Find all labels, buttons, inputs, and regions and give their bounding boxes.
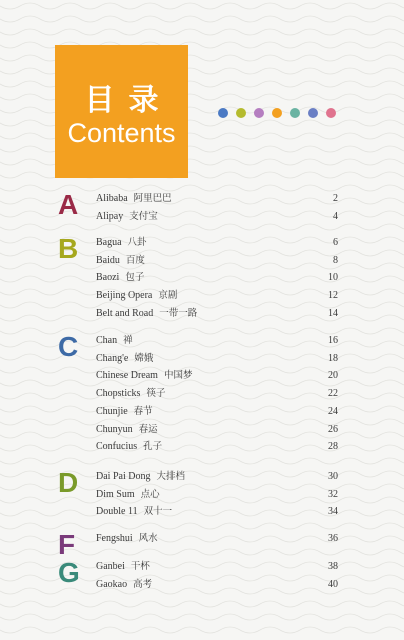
entry-english: Alipay [96,210,124,222]
entry-page-number: 18 [328,352,338,364]
entry-chinese: 嫦娥 [134,352,154,364]
contents-title-box [55,45,188,178]
section-letter: D [58,467,79,498]
toc-entry[interactable] [96,209,346,225]
entry-chinese: 禅 [123,335,133,346]
entry-chinese: 风水 [138,533,158,544]
dot-3 [254,108,264,118]
entry-english: Chan [96,335,118,346]
toc-entry[interactable] [96,386,346,402]
entry-english: Chunyun [96,423,133,435]
entry-page-number: 26 [328,423,338,435]
dot-2 [236,108,246,118]
entry-chinese: 孔子 [143,441,163,453]
section-letter: A [58,189,79,220]
entry-page-number: 32 [328,488,338,500]
toc-entry[interactable] [96,368,346,384]
toc-entry[interactable] [96,439,346,455]
entry-english: Baidu [96,254,120,266]
entry-chinese: 双十一 [143,506,173,518]
toc-entry[interactable] [96,577,346,593]
entry-page-number: 34 [328,506,338,518]
entry-english: Double 11 [96,506,138,518]
entry-english: Beijing Opera [96,290,153,302]
entry-page-number: 24 [328,405,338,417]
toc-entry[interactable] [96,504,346,520]
entry-chinese: 支付宝 [129,210,158,222]
entry-english: Belt and Road [96,307,154,319]
entry-page-number: 28 [328,441,338,453]
toc-entry[interactable] [96,333,346,349]
entry-page-number: 38 [328,561,338,572]
entry-page-number: 16 [328,335,338,346]
entry-english: Chinese Dream [96,370,158,382]
entry-english: Fengshui [96,533,133,544]
entry-page-number: 12 [328,290,338,302]
entry-english: Chunjie [96,405,128,417]
entry-chinese: 大排档 [156,471,185,482]
entry-english: Baozi [96,272,120,284]
entry-page-number: 20 [328,370,338,382]
entry-chinese: 点心 [140,488,160,500]
decorative-dots [218,108,344,120]
entry-chinese: 京剧 [158,290,178,302]
entry-chinese: 筷子 [146,388,166,400]
entry-page-number: 6 [333,237,338,248]
dot-5 [290,108,300,118]
entry-english: Dai Pai Dong [96,471,151,482]
entry-english: Gaokao [96,578,128,590]
toc-entry[interactable] [96,235,346,251]
toc-entry[interactable] [96,404,346,420]
dot-7 [326,108,336,118]
section-letter: C [58,331,79,362]
entry-chinese: 高考 [133,578,153,590]
entry-chinese: 百度 [125,254,145,266]
section-letter: F [58,529,76,560]
entry-chinese: 春节 [133,405,153,417]
entry-page-number: 8 [333,254,338,266]
entry-chinese: 干杯 [130,561,150,572]
entry-page-number: 22 [328,388,338,400]
entry-page-number: 40 [328,578,338,590]
entry-english: Confucius [96,441,138,453]
entry-chinese: 春运 [138,423,158,435]
toc-entry[interactable] [96,559,346,575]
toc-entry[interactable] [96,288,346,304]
entry-english: Ganbei [96,561,125,572]
entry-page-number: 10 [328,272,338,284]
toc-entry[interactable] [96,531,346,547]
dot-4 [272,108,282,118]
entry-chinese: 阿里巴巴 [133,193,172,204]
entry-page-number: 14 [328,307,338,319]
dot-6 [308,108,318,118]
title-chinese: 目录 [84,83,173,118]
entry-english: Bagua [96,237,122,248]
dot-1 [218,108,228,118]
entry-chinese: 一带一路 [159,307,198,319]
toc-entry[interactable] [96,191,346,207]
entry-page-number: 30 [328,471,338,482]
toc-entry[interactable] [96,270,346,286]
entry-english: Dim Sum [96,488,135,500]
entry-chinese: 中国梦 [163,370,193,382]
toc-entry[interactable] [96,469,346,485]
entry-page-number: 2 [333,193,338,204]
entry-english: Chopsticks [96,388,141,400]
toc-entry[interactable] [96,351,346,367]
toc-entry[interactable] [96,422,346,438]
toc-entry[interactable] [96,306,346,322]
entry-page-number: 36 [328,533,338,544]
section-letter: B [58,233,79,264]
toc-entry[interactable] [96,487,346,503]
entry-chinese: 八卦 [127,237,147,248]
entry-chinese: 包子 [125,272,145,284]
entry-english: Alibaba [96,193,128,204]
entry-english: Chang'e [96,352,129,364]
title-english: Contents [67,118,176,148]
toc-entry[interactable] [96,253,346,269]
entry-page-number: 4 [333,210,338,222]
section-letter: G [58,557,80,588]
